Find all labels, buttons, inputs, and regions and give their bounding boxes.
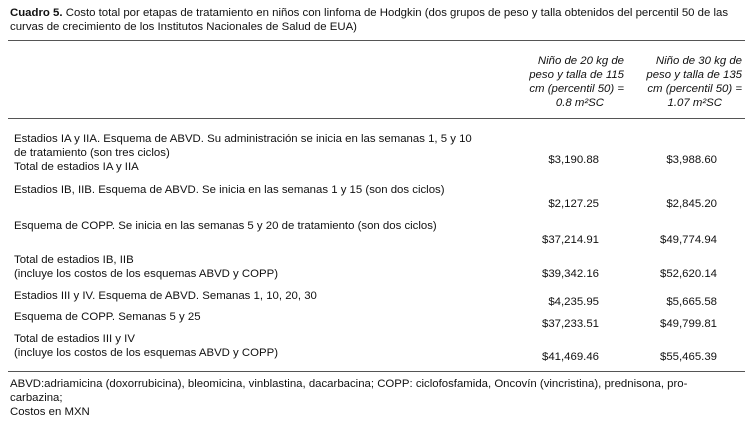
table-cell-value: $3,190.88 [548, 154, 599, 166]
caption-number: Cuadro 5. [10, 7, 63, 19]
table-cell-value: $3,988.60 [666, 154, 717, 166]
table-row-label: Total de estadios IB, IIB (incluye los costos de los esquemas ABVD y COPP) [14, 254, 278, 280]
table-cell-value: $55,465.39 [659, 351, 717, 363]
table-cell-value: $2,845.20 [666, 198, 717, 210]
table-cell-value: $2,127.25 [548, 198, 599, 210]
table-cell-value: $41,469.46 [541, 351, 599, 363]
column-header-30kg: Niño de 30 kg de peso y talla de 135 cm (percentil 50) = 1.07 m²SC [646, 55, 742, 109]
column-header-20kg: Niño de 20 kg de peso y talla de 115 cm (percentil 50) = 0.8 m²SC [529, 55, 624, 109]
header-rule [8, 118, 745, 119]
table-caption [10, 6, 748, 34]
table-row-label: Total de estadios III y IV (incluye los costos de los esquemas ABVD y COPP) [14, 333, 278, 359]
table-footnotes: ABVD:adriamicina (doxorrubicina), bleomicina, vinblastina, dacarbacina; COPP: ciclofosfamida, Oncovín (vincristina), prednisona, pro- carbazina; Costos en MXN [10, 378, 688, 418]
caption-text: Costo total por etapas de tratamiento en niños con linfoma de Hodgkin (dos grupos de peso y talla obtenidos del percentil 50 de las curvas de crecimiento de los Institutos Nacionales de Salud de EUA) [10, 7, 729, 33]
table-row-label: Estadios IA y IIA. Esquema de ABVD. Su administración se inicia en las semanas 1, 5 y 10 de tratamiento (son tres ciclos) Total de estadios IA y IIA [14, 133, 472, 173]
top-rule [8, 40, 745, 41]
table-cell-value: $49,799.81 [659, 318, 717, 330]
table-cell-value: $49,774.94 [659, 234, 717, 246]
table-cell-value: $37,233.51 [541, 318, 599, 330]
table-cell-value: $52,620.14 [659, 268, 717, 280]
table-row-label: Estadios III y IV. Esquema de ABVD. Semanas 1, 10, 20, 30 [14, 290, 317, 302]
table-cell-value: $37,214.91 [541, 234, 599, 246]
table-cell-value: $5,665.58 [666, 296, 717, 308]
table-row-label: Estadios IB, IIB. Esquema de ABVD. Se inicia en las semanas 1 y 15 (son dos ciclos) [14, 184, 445, 196]
table-cell-value: $4,235.95 [548, 296, 599, 308]
table-row-label: Esquema de COPP. Se inicia en las semanas 5 y 20 de tratamiento (son dos ciclos) [14, 220, 437, 232]
bottom-rule [8, 371, 745, 372]
table-row-label: Esquema de COPP. Semanas 5 y 25 [14, 311, 201, 323]
table-cell-value: $39,342.16 [541, 268, 599, 280]
